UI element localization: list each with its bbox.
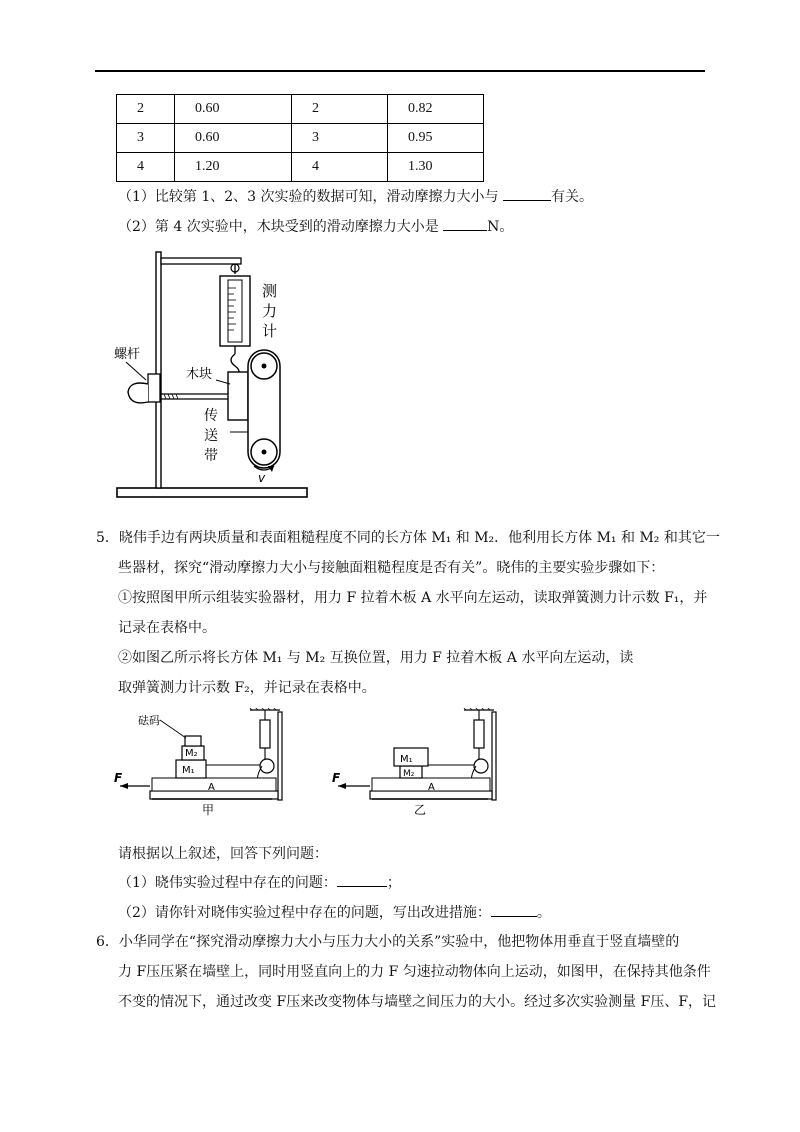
label-block: 木块 (186, 367, 213, 382)
label-force: F (332, 771, 341, 785)
q6-line1: 6．小华同学在“探究滑动摩擦力大小与压力大小的关系”实验中，他把物体用垂直于竖直墙壁的 (96, 934, 680, 950)
wall (278, 712, 282, 800)
pulley (474, 759, 488, 773)
table-row (117, 153, 484, 182)
q5-question1 (118, 872, 401, 893)
table-cell: 1.20 (175, 153, 292, 182)
q5-question2-tail: 。 (536, 905, 551, 921)
stand-pole (156, 252, 161, 488)
table-cell: 3 (117, 124, 175, 153)
table-cell: 0.60 (175, 95, 292, 124)
label-belt-2: 送 (204, 428, 218, 444)
table-cell: 4 (292, 153, 388, 182)
q5-line3: ①按照图甲所示组装实验器材，用力 F 拉着木板 A 水平向左运动，读取弹簧测力计示数 F₁，并 (118, 590, 708, 606)
table-cell: 3 (292, 124, 388, 153)
header-rule (95, 70, 705, 72)
label-belt-1: 传 (204, 408, 218, 424)
caption-jia: 甲 (202, 803, 215, 817)
knob-icon (128, 383, 148, 403)
figure-jia (114, 708, 282, 817)
label-velocity: v (258, 471, 266, 485)
table-cell: 1.30 (388, 153, 484, 182)
conveyor-belt-figure (112, 244, 312, 500)
table-cell: 2 (117, 95, 175, 124)
answer-blank[interactable] (503, 186, 551, 201)
table-cell: 0.60 (175, 124, 292, 153)
label-board: A (208, 782, 215, 793)
answer-blank[interactable] (491, 902, 537, 917)
label-meter-1: 测 (262, 282, 278, 300)
base-plate (117, 488, 307, 497)
friction-experiment-figures (112, 708, 612, 820)
spring-scale (474, 720, 484, 748)
q5-line1: 5．晓伟手边有两块质量和表面粗糙程度不同的长方体 M₁ 和 M₂．他利用长方体 M₁ 和 M₂ 和其它一 (96, 530, 720, 546)
weight-icon (185, 736, 201, 746)
q5-line2: 些器材，探究“滑动摩擦力大小与接触面粗糙程度是否有关”。晓伟的主要实验步骤如下： (118, 560, 665, 576)
label-weight: 砝码 (138, 714, 160, 727)
q6-line2: 力 F压压紧在墙壁上，同时用竖直向上的力 F 匀速拉动物体向上运动，如图甲，在保持其他条件 (118, 964, 711, 980)
q5-question2-text: （2）请你针对晓伟实验过程中存在的问题，写出改进措施： (118, 905, 491, 921)
q4-part2-tail: N。 (487, 219, 514, 235)
clamp (148, 374, 160, 402)
label-board: A (428, 782, 435, 793)
answer-blank[interactable] (443, 216, 487, 231)
label-force: F (114, 771, 123, 785)
table-cell: 0.95 (388, 124, 484, 153)
spring-scale (260, 720, 270, 748)
q5-line4: 记录在表格中。 (118, 620, 216, 636)
q4-part1-text: （1）比较第 1、2、3 次实验的数据可知，滑动摩擦力大小与 (118, 189, 499, 205)
table-row (117, 95, 484, 124)
q5-question1-tail: ； (386, 875, 401, 891)
table-cell: 4 (117, 153, 175, 182)
label-bottom-block: M₂ (403, 769, 415, 779)
wall (492, 712, 496, 800)
q5-line6: 取弹簧测力计示数 F₂，并记录在表格中。 (118, 680, 376, 696)
table-row (117, 124, 484, 153)
q4-part1 (118, 186, 593, 207)
q5-question2 (118, 902, 551, 923)
label-screw: 螺杆 (114, 347, 141, 362)
q4-part1-tail: 有关。 (550, 189, 593, 205)
q5-question1-text: （1）晓伟实验过程中存在的问题： (118, 875, 337, 891)
q5-line5: ②如图乙所示将长方体 M₁ 与 M₂ 互换位置，用力 F 拉着木板 A 水平向左运动，读 (118, 650, 634, 666)
table-cell: 0.82 (388, 95, 484, 124)
wood-block (228, 372, 248, 420)
label-meter-2: 力 (262, 302, 278, 320)
label-top-block: M₂ (185, 748, 198, 759)
q6-line3: 不变的情况下，通过改变 F压来改变物体与墙壁之间压力的大小。经过多次实验测量 F压、F，记 (118, 994, 717, 1010)
figure-yi (332, 708, 496, 817)
caption-yi: 乙 (414, 803, 427, 817)
table-cell: 2 (292, 95, 388, 124)
label-belt-3: 带 (204, 448, 218, 464)
friction-data-table (116, 94, 484, 182)
q4-part2-text: （2）第 4 次实验中，木块受到的滑动摩擦力大小是 (118, 219, 439, 235)
q5-ask: 请根据以上叙述，回答下列问题： (118, 846, 328, 862)
q4-part2 (118, 216, 513, 237)
top-arm (161, 258, 241, 264)
label-bottom-block: M₁ (182, 765, 195, 776)
pulley (260, 759, 274, 773)
answer-blank[interactable] (337, 872, 387, 887)
label-meter-3: 计 (262, 322, 278, 340)
label-top-block: M₁ (400, 754, 413, 765)
